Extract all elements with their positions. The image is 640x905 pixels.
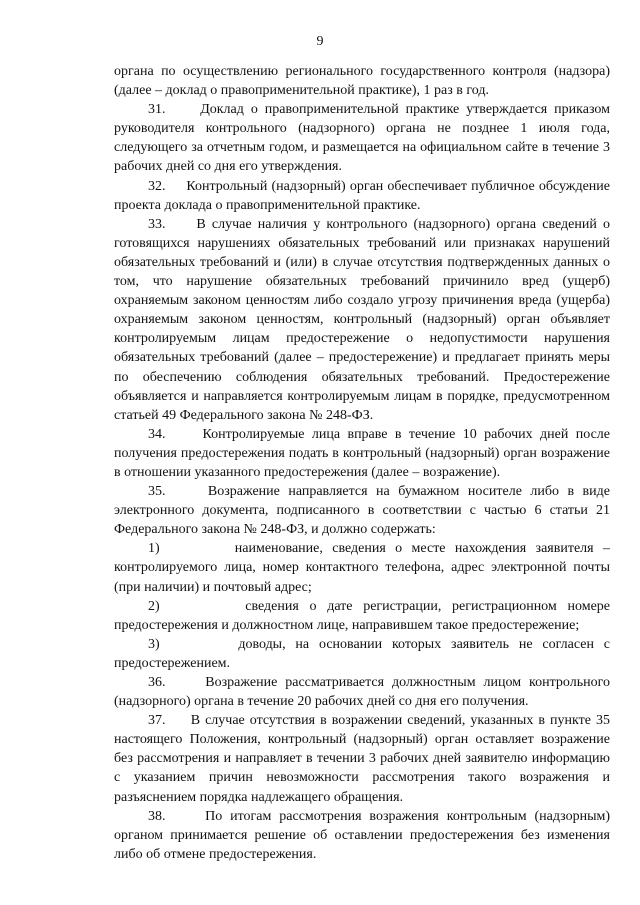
list-item-2: 2) сведения о дате регистрации, регистрационном номере предостережения и должностном лице, направившем такое предостережение; [114, 598, 610, 633]
paragraph-37: 37. В случае отсутствия в возражении сведений, указанных в пункте 35 настоящего Положения, контрольный (надзорный) орган оставляет возражение без рассмотрения и направляет в течении 3 рабочих дней заявителю информацию с указанием причин невозможности рассмотрения такого возражения и разъяснением порядка надлежащего обращения. [114, 713, 610, 805]
paragraph-32: 32. Контрольный (надзорный) орган обеспечивает публичное обсуждение проекта доклада о правоприменительной практике. [114, 178, 610, 213]
paragraph-36: 36. Возражение рассматривается должностным лицом контрольного (надзорного) органа в течение 20 рабочих дней со дня его получения. [114, 675, 610, 710]
list-item-3: 3) доводы, на основании которых заявитель не согласен с предостережением. [114, 636, 610, 671]
list-item-1: 1) наименование, сведения о месте нахождения заявителя – контролируемого лица, номер контактного телефона, адрес электронной почты (при наличии) и почтовый адрес; [114, 541, 610, 595]
paragraph-34: 34. Контролируемые лица вправе в течение 10 рабочих дней после получения предостережения подать в контрольный (надзорный) орган возражение в отношении указанного предостережения (далее – возражение). [114, 426, 610, 480]
paragraph-35: 35. Возражение направляется на бумажном носителе либо в виде электронного документа, подписанного в соответствии с частью 6 статьи 21 Федерального закона № 248-ФЗ, и должно содержать: [114, 484, 610, 538]
paragraph-33: 33. В случае наличия у контрольного (надзорного) органа сведений о готовящихся нарушениях обязательных требований или признаках нарушений обязательных требований и (или) в случае отсутствия подтвержденных данных о том, что нарушение обязательных требований причинило вред (ущерб) охраняемым законом ценностям либо создало угрозу причинения вреда (ущерба) охраняемым законом ценностям, контрольный (надзорный) орган объявляет контролируемым лицам предостережение о недопустимости нарушения обязательных требований (далее – предостережение) и предлагает принять меры по обеспечению соблюдения обязательных требований. Предостережение объявляется и направляется контролируемым лицам в порядке, предусмотренном статьей 49 Федерального закона № 248-ФЗ. [114, 216, 610, 423]
page-body [114, 62, 610, 864]
paragraph-38: 38. По итогам рассмотрения возражения контрольным (надзорным) органом принимается решение об оставлении предостережения без изменения либо об отмене предостережения. [114, 808, 610, 862]
paragraph-continuation: органа по осуществлению регионального государственного контроля (надзора) (далее – доклад о правоприменительной практике), 1 раз в год. [114, 64, 610, 99]
paragraph-31: 31. Доклад о правоприменительной практике утверждается приказом руководителя контрольного (надзорного) органа не позднее 1 июля года, следующего за отчетным годом, и размещается на официальном сайте в течение 3 рабочих дней со дня его утверждения. [114, 102, 610, 175]
page-number: 9 [316, 34, 324, 49]
